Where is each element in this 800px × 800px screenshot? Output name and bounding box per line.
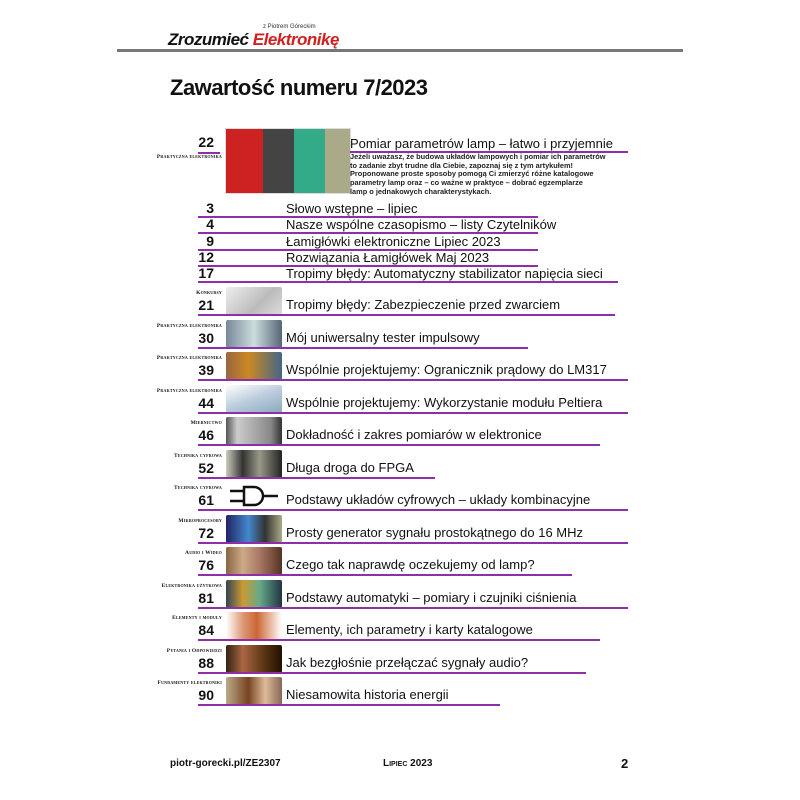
entry-underline	[198, 672, 586, 674]
lead-page-number: 22	[198, 134, 214, 150]
entry-page-number: 61	[198, 492, 214, 508]
entry-title[interactable]: Tropimy błędy: Automatyczny stabilizator napięcia sieci	[286, 266, 603, 282]
entry-page-number: 72	[198, 524, 214, 541]
toc-entry[interactable]	[0, 615, 800, 648]
entry-page-number: 3	[206, 200, 214, 216]
entry-underline	[198, 639, 600, 641]
toc-entry[interactable]	[0, 200, 800, 216]
logo-word-2: Elektronikę	[252, 30, 339, 49]
entry-category: Mikroprocesory	[178, 517, 222, 524]
logo-word-1: Zrozumieć	[168, 30, 249, 49]
lead-number-underline	[198, 152, 220, 154]
entry-category: Elektronika użytkowa	[161, 582, 222, 589]
entry-thumbnail	[226, 287, 282, 315]
entry-category: Technika cyfrowa	[173, 452, 222, 459]
page-number: 2	[621, 756, 629, 771]
entry-underline	[198, 314, 615, 316]
toc-entry[interactable]	[0, 517, 800, 551]
entry-page-number: 30	[198, 329, 214, 346]
toc-entry[interactable]	[0, 249, 800, 265]
entry-title[interactable]: Podstawy układów cyfrowych – układy kombinacyjne	[286, 492, 591, 507]
toc-entry[interactable]	[0, 265, 800, 281]
lead-category: Praktyczna elektronika	[156, 154, 222, 160]
entry-underline	[198, 607, 628, 609]
entry-thumbnail	[226, 515, 282, 543]
entry-thumbnail	[226, 320, 282, 348]
entry-page-number: 39	[198, 362, 214, 378]
entry-title[interactable]: Rozwiązania Łamigłówek Maj 2023	[286, 249, 490, 265]
entry-underline	[198, 347, 528, 349]
entry-category: Fundamenty elektroniki	[157, 680, 222, 686]
toc-entry[interactable]	[0, 233, 800, 249]
entry-underline	[198, 412, 628, 414]
toc-entry[interactable]	[0, 647, 800, 681]
entry-page-number: 81	[198, 589, 214, 606]
lead-thumbnail	[225, 128, 351, 194]
entry-title[interactable]: Elementy, ich parametry i karty katalogowe	[286, 622, 533, 637]
entry-page-number: 52	[198, 459, 214, 476]
entry-title[interactable]: Niesamowita historia energii	[286, 687, 449, 702]
toc-entry[interactable]	[0, 582, 800, 616]
entry-page-number: 76	[198, 557, 214, 573]
entry-category: Technika cyfrowa	[173, 485, 222, 491]
logo-subtitle: z Piotrem Góreckim	[263, 24, 316, 30]
entry-thumbnail	[226, 417, 282, 445]
entry-thumbnail	[226, 547, 282, 575]
entry-title[interactable]: Łamigłówki elektroniczne Lipiec 2023	[286, 233, 501, 249]
entry-title[interactable]: Wspólnie projektujemy: Wykorzystanie modułu Peltiera	[286, 394, 603, 410]
entry-category: Praktyczna elektronika	[156, 387, 222, 394]
header-rule	[117, 49, 683, 52]
entry-thumbnail	[226, 450, 282, 478]
entry-category: Miernictwo	[190, 420, 222, 426]
entry-underline	[198, 379, 628, 381]
entry-thumbnail	[226, 385, 282, 413]
toc-entry[interactable]	[0, 216, 800, 232]
entry-underline	[198, 444, 600, 446]
entry-title[interactable]: Wspólnie projektujemy: Ogranicznik prądowy do LM317	[286, 362, 607, 377]
lead-desc-line: lamp o jednakowych charakterystykach.	[350, 186, 492, 196]
toc-entry[interactable]	[0, 355, 800, 388]
entry-underline	[198, 574, 572, 576]
entry-thumbnail	[226, 482, 282, 510]
entry-thumbnail	[226, 352, 282, 380]
entry-category: Audio i Wideo	[185, 550, 222, 556]
entry-page-number: 46	[198, 427, 214, 443]
entry-title[interactable]: Dokładność i zakres pomiarów w elektronice	[286, 427, 542, 442]
logo-wordmark	[168, 30, 339, 50]
entry-page-number: 21	[198, 297, 214, 313]
entry-title[interactable]: Długa droga do FPGA	[286, 459, 414, 475]
lead-desc-line: to zadanie zbyt trudne dla Ciebie, zapoznaj się z tym artykułem!	[350, 160, 574, 170]
toc-entry[interactable]	[0, 420, 800, 453]
entry-title[interactable]: Prosty generator sygnału prostokątnego do 16 MHz	[286, 524, 584, 540]
entry-title[interactable]: Tropimy błędy: Zabezpieczenie przed zwarciem	[286, 297, 561, 312]
entry-thumbnail	[226, 580, 282, 608]
toc-entry[interactable]	[0, 322, 800, 356]
entry-category: Praktyczna elektronika	[156, 355, 222, 361]
lead-desc-line: parametry lamp oraz – co ważne w praktyce – dobrać egzemplarze	[350, 178, 583, 188]
entry-category: Pytania i Odpowiedzi	[166, 647, 222, 654]
entry-title[interactable]: Nasze wspólne czasopismo – listy Czytelników	[286, 217, 557, 233]
lead-description	[350, 153, 630, 197]
entry-underline	[198, 281, 618, 283]
toc-entry[interactable]	[0, 485, 800, 518]
entry-underline	[198, 704, 500, 706]
lead-title[interactable]: Pomiar parametrów lamp – łatwo i przyjemnie	[350, 136, 613, 151]
entry-category: Praktyczna elektronika	[156, 322, 222, 329]
entry-title[interactable]: Jak bezgłośnie przełączać sygnały audio?	[286, 654, 529, 670]
entry-page-number: 9	[206, 232, 214, 249]
entry-title[interactable]: Mój uniwersalny tester impulsowy	[286, 329, 480, 345]
entry-page-number: 12	[198, 248, 214, 265]
entry-page-number: 90	[198, 687, 214, 703]
entry-page-number: 88	[198, 654, 214, 671]
entry-underline	[198, 509, 628, 511]
entry-page-number: 44	[198, 394, 214, 411]
entry-page-number: 84	[198, 622, 214, 638]
entry-page-number: 17	[198, 265, 214, 282]
toc-entry[interactable]	[0, 387, 800, 421]
entry-category: Elementy i moduły	[172, 615, 222, 621]
entry-page-number: 4	[206, 216, 214, 233]
toc-entry[interactable]	[0, 550, 800, 583]
toc-entry[interactable]	[0, 452, 800, 486]
entry-underline	[198, 542, 628, 544]
entry-thumbnail	[226, 677, 282, 705]
footer-issue: Lipiec 2023	[383, 758, 433, 769]
entry-title[interactable]: Czego tak naprawdę oczekujemy od lamp?	[286, 557, 535, 572]
entry-thumbnail	[226, 645, 282, 673]
footer-url[interactable]: piotr-gorecki.pl/ZE2307	[170, 758, 281, 769]
entry-category: Konkursy	[196, 290, 222, 296]
toc-entry[interactable]	[0, 680, 800, 713]
toc-entry[interactable]	[0, 290, 800, 323]
entry-underline	[198, 477, 435, 479]
entry-title[interactable]: Podstawy automatyki – pomiary i czujniki ciśnienia	[286, 589, 577, 605]
entry-thumbnail	[226, 612, 282, 640]
page-title: Zawartość numeru 7/2023	[170, 75, 428, 100]
entry-title[interactable]: Słowo wstępne – lipiec	[286, 201, 418, 216]
lead-desc-line: Jeżeli uważasz, że budowa układów lampowych i pomiar ich parametrów	[350, 152, 606, 161]
lead-desc-line: Proponowane proste sposoby pomogą Ci zmierzyć różne katalogowe	[350, 169, 594, 179]
